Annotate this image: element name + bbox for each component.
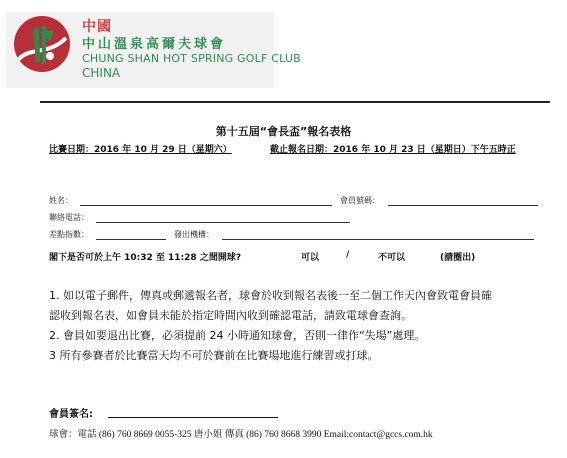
club-name-china-zh: 中國 <box>82 19 112 35</box>
member-signature-field[interactable] <box>108 417 278 418</box>
club-name-zh: 中山溫泉高爾夫球會 <box>82 37 227 52</box>
handicap-label: 差點指數： <box>49 230 89 239</box>
club-country: CHINA <box>82 66 121 80</box>
name-field[interactable] <box>80 205 332 206</box>
circle-instruction: (請圈出) <box>440 253 476 263</box>
handicap-field[interactable] <box>96 239 166 240</box>
tee-off-question: 閣下是否可於上午 10:32 至 11:28 之間開球? <box>49 253 242 263</box>
club-name-en: CHUNG SHAN HOT SPRING GOLF CLUB <box>82 52 301 65</box>
option-yes[interactable]: 可以 <box>301 253 320 263</box>
phone-field[interactable] <box>96 222 350 223</box>
form-title: 第十五屆“會長盃”報名表格 <box>215 125 352 138</box>
member-signature-label: 會員簽名: <box>49 409 93 420</box>
header-divider <box>40 101 550 103</box>
note-1: 1. 如以電子郵件，傳真或郵遞報名者，球會於收到報名表後一至二個工作天內會致電會員確 <box>49 289 492 302</box>
member-number-field[interactable] <box>388 205 538 206</box>
golf-club-logo-icon <box>14 16 70 72</box>
note-2: 2. 會員如要退出比賽，必須提前 24 小時通知球會，否則一律作“失場”處理。 <box>49 329 426 342</box>
note-1-cont: 認收到報名表，如會員未能於指定時間內收到確認電話，請致電球會查詢。 <box>49 309 412 322</box>
option-separator: / <box>346 250 350 260</box>
issuer-label: 發出機構： <box>174 230 214 239</box>
option-no[interactable]: 不可以 <box>378 253 406 263</box>
match-date: 比賽日期：2016 年 10 月 29 日（星期六） <box>49 145 232 155</box>
member-number-label: 會員號碼： <box>340 196 380 205</box>
name-label: 姓名： <box>49 196 73 205</box>
note-3: 3 所有參賽者於比賽當天均不可於賽前在比賽場地進行練習或打球。 <box>49 349 379 362</box>
club-contact-info: 球會：電話 (86) 760 8669 0055-325 唐小姐 傳真 (86) 760 8668 3990 Email:contact@gccs.com.hk <box>49 430 433 440</box>
registration-deadline: 截止報名日期：2016 年 10 月 23 日（星期日）下午五時正 <box>270 145 516 155</box>
issuer-field[interactable] <box>222 239 534 240</box>
phone-label: 聯絡電話： <box>49 213 89 222</box>
